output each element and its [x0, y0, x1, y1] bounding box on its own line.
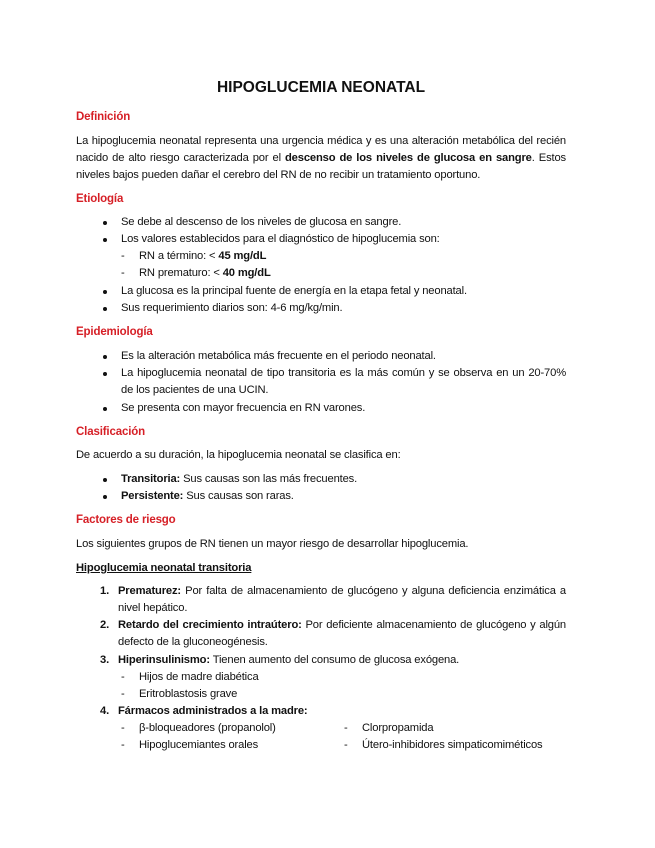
- heading-definicion: Definición: [76, 111, 131, 123]
- heading-factores-riesgo: Factores de riesgo: [76, 514, 176, 526]
- dash-icon: -: [121, 250, 125, 262]
- glucose-threshold-term: 45 mg/dL: [218, 250, 267, 262]
- bullet-icon: [103, 290, 107, 294]
- dash-icon: -: [344, 722, 348, 734]
- bullet-icon: [103, 407, 107, 411]
- page-title: HIPOGLUCEMIA NEONATAL: [216, 79, 426, 96]
- heading-clasificacion: Clasificación: [76, 426, 145, 438]
- factores-intro: Los siguientes grupos de RN tienen un mayor riesgo de desarrollar hipoglucemia.: [76, 538, 469, 550]
- glucose-threshold-preterm: 40 mg/dL: [222, 267, 271, 279]
- bullet-icon: [103, 238, 107, 242]
- list-item: La hipoglucemia neonatal de tipo transitoria es la más común y se observa en un 20-70% de los pacientes de una UCIN.: [103, 365, 566, 399]
- dash-icon: -: [121, 267, 125, 279]
- definicion-bold-text: descenso de los niveles de glucosa en sangre: [285, 152, 532, 164]
- list-item: 1. Prematurez: Por falta de almacenamiento de glucógeno y alguna deficiencia enzimática a nivel hepático.: [100, 585, 566, 614]
- bullet-icon: [103, 495, 107, 499]
- definicion-paragraph: [76, 133, 566, 184]
- dash-icon: -: [121, 739, 125, 751]
- dash-icon: -: [121, 722, 125, 734]
- dash-icon: -: [121, 671, 125, 683]
- dash-icon: -: [121, 688, 125, 700]
- clasificacion-intro: De acuerdo a su duración, la hipoglucemia neonatal se clasifica en:: [76, 449, 401, 461]
- bullet-icon: [103, 355, 107, 359]
- list-item: 2. Retardo del crecimiento intraútero: Por deficiente almacenamiento de glucógeno y algún defecto de la gluconeogénesis.: [100, 619, 567, 648]
- dash-icon: -: [344, 739, 348, 751]
- heading-epidemiologia: Epidemiología: [76, 326, 153, 338]
- heading-etiologia: Etiología: [76, 193, 124, 205]
- definicion-text: La hipoglucemia neonatal representa una urgencia médica y es una alteración metabólica del recién nacido de alto riesgo caracterizada por el: [76, 135, 566, 164]
- definicion-text-end: . Estos niveles bajos pueden dañar el cerebro del RN de no recibir un tratamiento oportuno.: [76, 152, 566, 181]
- bullet-icon: [103, 307, 107, 311]
- bullet-icon: [103, 221, 107, 225]
- bullet-icon: [103, 478, 107, 482]
- bullet-icon: [103, 372, 107, 376]
- subheading-transitoria: Hipoglucemia neonatal transitoria: [76, 562, 252, 574]
